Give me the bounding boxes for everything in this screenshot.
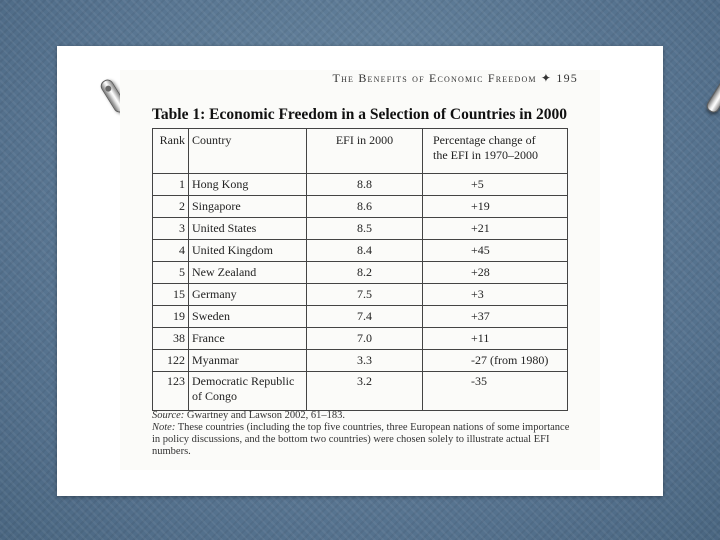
table-footnote (152, 410, 572, 458)
cell-change: +45 (423, 240, 568, 262)
cell-rank: 1 (153, 174, 189, 196)
cell-change: +5 (423, 174, 568, 196)
cell-country: Singapore (189, 196, 307, 218)
cell-country: France (189, 328, 307, 350)
cell-country (189, 372, 307, 411)
note-label: Note: (152, 422, 176, 433)
header-country: Country (189, 129, 307, 174)
running-head: The Benefits of Economic Freedom ✦ 195 (332, 71, 578, 85)
cell-country: Myanmar (189, 350, 307, 372)
source-label: Source: (152, 410, 185, 421)
cell-efi: 3.3 (307, 350, 423, 372)
table-row (153, 262, 568, 284)
cell-change: -35 (423, 372, 568, 411)
cell-efi: 7.5 (307, 284, 423, 306)
cell-change: +37 (423, 306, 568, 328)
table-row (153, 328, 568, 350)
cell-country-line1: Democratic Republic (192, 374, 295, 388)
cell-efi: 7.0 (307, 328, 423, 350)
table-row (153, 306, 568, 328)
cell-rank: 15 (153, 284, 189, 306)
cell-country-line2: of Congo (192, 389, 237, 403)
table-row (153, 240, 568, 262)
cell-rank: 3 (153, 218, 189, 240)
cell-efi: 3.2 (307, 372, 423, 411)
cell-efi: 8.2 (307, 262, 423, 284)
pushpin-icon (704, 77, 720, 114)
cell-rank: 4 (153, 240, 189, 262)
cell-rank: 19 (153, 306, 189, 328)
cell-rank: 38 (153, 328, 189, 350)
cell-rank: 2 (153, 196, 189, 218)
header-pct-line2: the EFI in 1970–2000 (433, 148, 538, 162)
table-row (153, 350, 568, 372)
cell-change: +21 (423, 218, 568, 240)
cell-change: +3 (423, 284, 568, 306)
table-title: Table 1: Economic Freedom in a Selection of Countries in 2000 (152, 106, 568, 123)
cell-country: United States (189, 218, 307, 240)
table-row (153, 196, 568, 218)
cell-country: Hong Kong (189, 174, 307, 196)
table-row (153, 284, 568, 306)
cell-rank: 5 (153, 262, 189, 284)
cell-efi: 8.6 (307, 196, 423, 218)
cell-country: United Kingdom (189, 240, 307, 262)
cell-efi: 7.4 (307, 306, 423, 328)
source-line (152, 410, 572, 422)
cell-efi: 8.8 (307, 174, 423, 196)
header-rank: Rank (153, 129, 189, 174)
note-line (152, 422, 572, 458)
cell-rank: 123 (153, 372, 189, 411)
table-row (153, 372, 568, 411)
scanned-book-page (120, 70, 600, 470)
cell-efi: 8.5 (307, 218, 423, 240)
table-row (153, 174, 568, 196)
source-text: Gwartney and Lawson 2002, 61–183. (186, 410, 345, 421)
cell-efi: 8.4 (307, 240, 423, 262)
header-efi: EFI in 2000 (307, 129, 423, 174)
table-row (153, 218, 568, 240)
cell-change: +28 (423, 262, 568, 284)
header-percentage-change (423, 129, 568, 174)
cell-country: New Zealand (189, 262, 307, 284)
cell-change: +11 (423, 328, 568, 350)
note-text: These countries (including the top five countries, three European nations of some importance in policy discussions, and the bottom two countries) were chosen solely to illustrate actual EFI numbers. (152, 422, 570, 457)
cell-change: +19 (423, 196, 568, 218)
cell-rank: 122 (153, 350, 189, 372)
cell-country: Sweden (189, 306, 307, 328)
economic-freedom-table (152, 128, 568, 411)
table-header-row (153, 129, 568, 174)
cell-change: -27 (from 1980) (423, 350, 568, 372)
header-pct-line1: Percentage change of (433, 133, 536, 147)
cell-country: Germany (189, 284, 307, 306)
